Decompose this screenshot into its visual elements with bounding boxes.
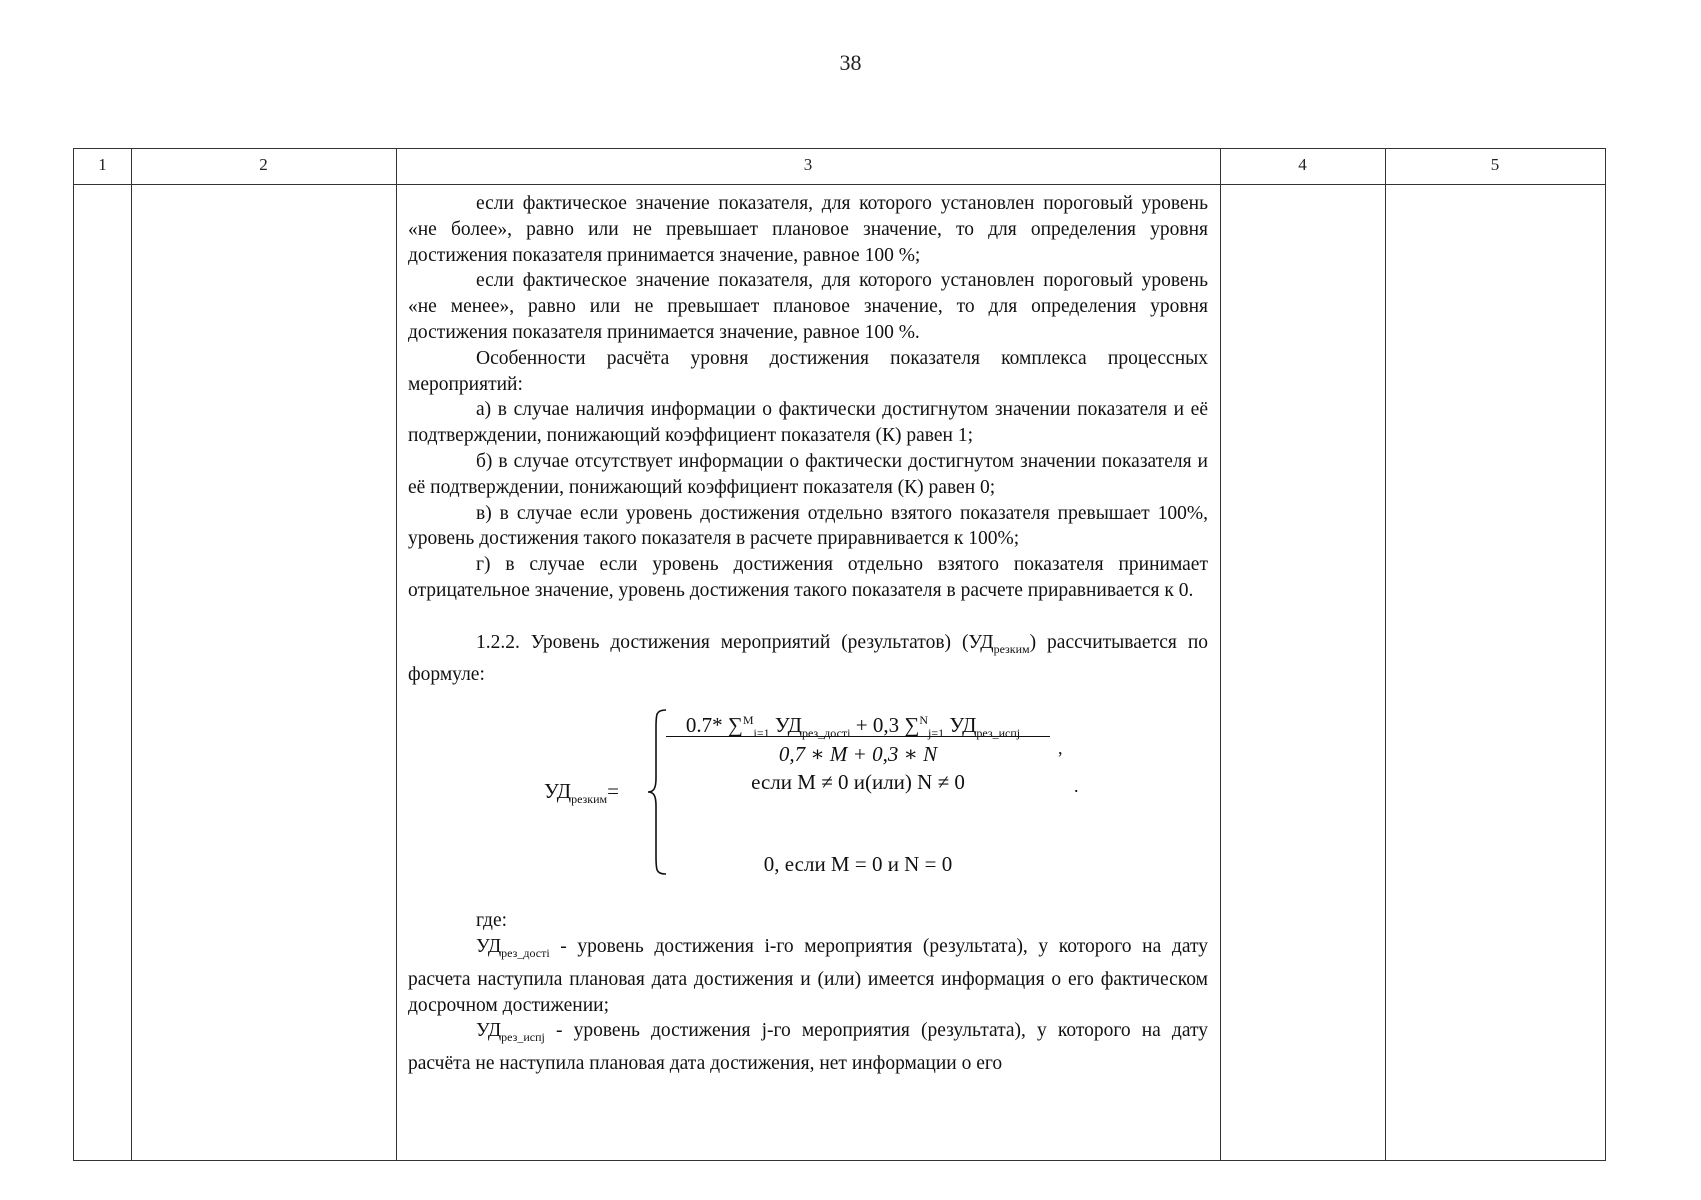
formula-case-2: 0, если M = 0 и N = 0 [763,852,953,877]
list-item-v: в) в случае если уровень достижения отдельно взятого показателя превышает 100%, уровень достижения такого показателя в расчете приравнивается к 100%; [408,502,1208,550]
header-cell-2: 2 [259,155,268,174]
column-divider [131,149,132,1160]
where-label: где: [476,910,508,932]
page-number: 38 [839,50,862,75]
document-table [73,148,1606,1161]
list-item-g: г) в случае если уровень достижения отдельно взятого показателя принимает отрицательное значение, уровень достижения такого показателя в расчете приравнивается к 0. [408,554,1208,601]
header-cell-4: 4 [1298,155,1307,174]
list-item-a: а) в случае наличия информации о фактически достигнутом значении показателя и её подтверждении, понижающий коэффициент показателя (К) равен 1; [408,399,1208,447]
paragraph: если фактическое значение показателя, для которого установлен пороговый уровень «не менее», равно или не превышает плановое значение, то для определения уровня достижения показателя принимается значение, равное 100 %. [408,270,1208,343]
paragraph: если фактическое значение показателя, для которого установлен пороговый уровень «не более», равно или не превышает плановое значение, то для определения уровня достижения показателя принимается значение, равное 100 %; [408,193,1208,266]
formula-lhs: $УД_{резким}=$ [544,779,619,807]
definition-2: $УД_{рез\_испj}$ - уровень достижения j-го мероприятия (результата), у которого на дату расчёта не наступила плановая дата достижения, нет информации о его [408,1020,1208,1074]
formula-numerator: 0.7* ∑$^M_{i=1}$ $УД_{рез\_достi} + 0,3$ ∑$^N_{j=1}$ $УД_{рез\_испj}$ [685,713,1021,741]
header-cell-5: 5 [1490,155,1500,174]
header-cell-3: 3 [803,155,813,174]
paragraph: Особенности расчёта уровня достижения показателя комплекса процессных мероприятий: [408,347,1208,395]
section-paragraph: 1.2.2. Уровень достижения мероприятий (результатов) $(УД_{резким})$ рассчитывается по формуле: [408,631,1208,686]
list-item-b: б) в случае отсутствует информации о фактически достигнутом значении показателя и её подтверждении, понижающий коэффициент показателя (К) равен 0; [408,450,1208,498]
fraction-bar [666,736,1050,737]
formula-denominator: 0,7 ∗ M + 0,3 ∗ N [778,742,938,767]
table-header-row [74,149,1605,185]
column-3-content [396,185,1220,1160]
column-divider [1385,149,1386,1160]
header-cell-1: 1 [98,155,107,174]
column-divider [1220,149,1221,1160]
formula [408,700,1208,900]
formula-dot: . [1074,776,1079,797]
formula-condition-1: если M ≠ 0 и(или) N ≠ 0 [751,770,965,795]
definition-1: $УД_{рез\_достi}$ - уровень достижения i-го мероприятия (результата), у которого на дату расчета наступила плановая дата достижения и (или) имеется информация о его фактическом досрочном достижении; [408,936,1208,1016]
formula-comma: , [1058,738,1063,759]
